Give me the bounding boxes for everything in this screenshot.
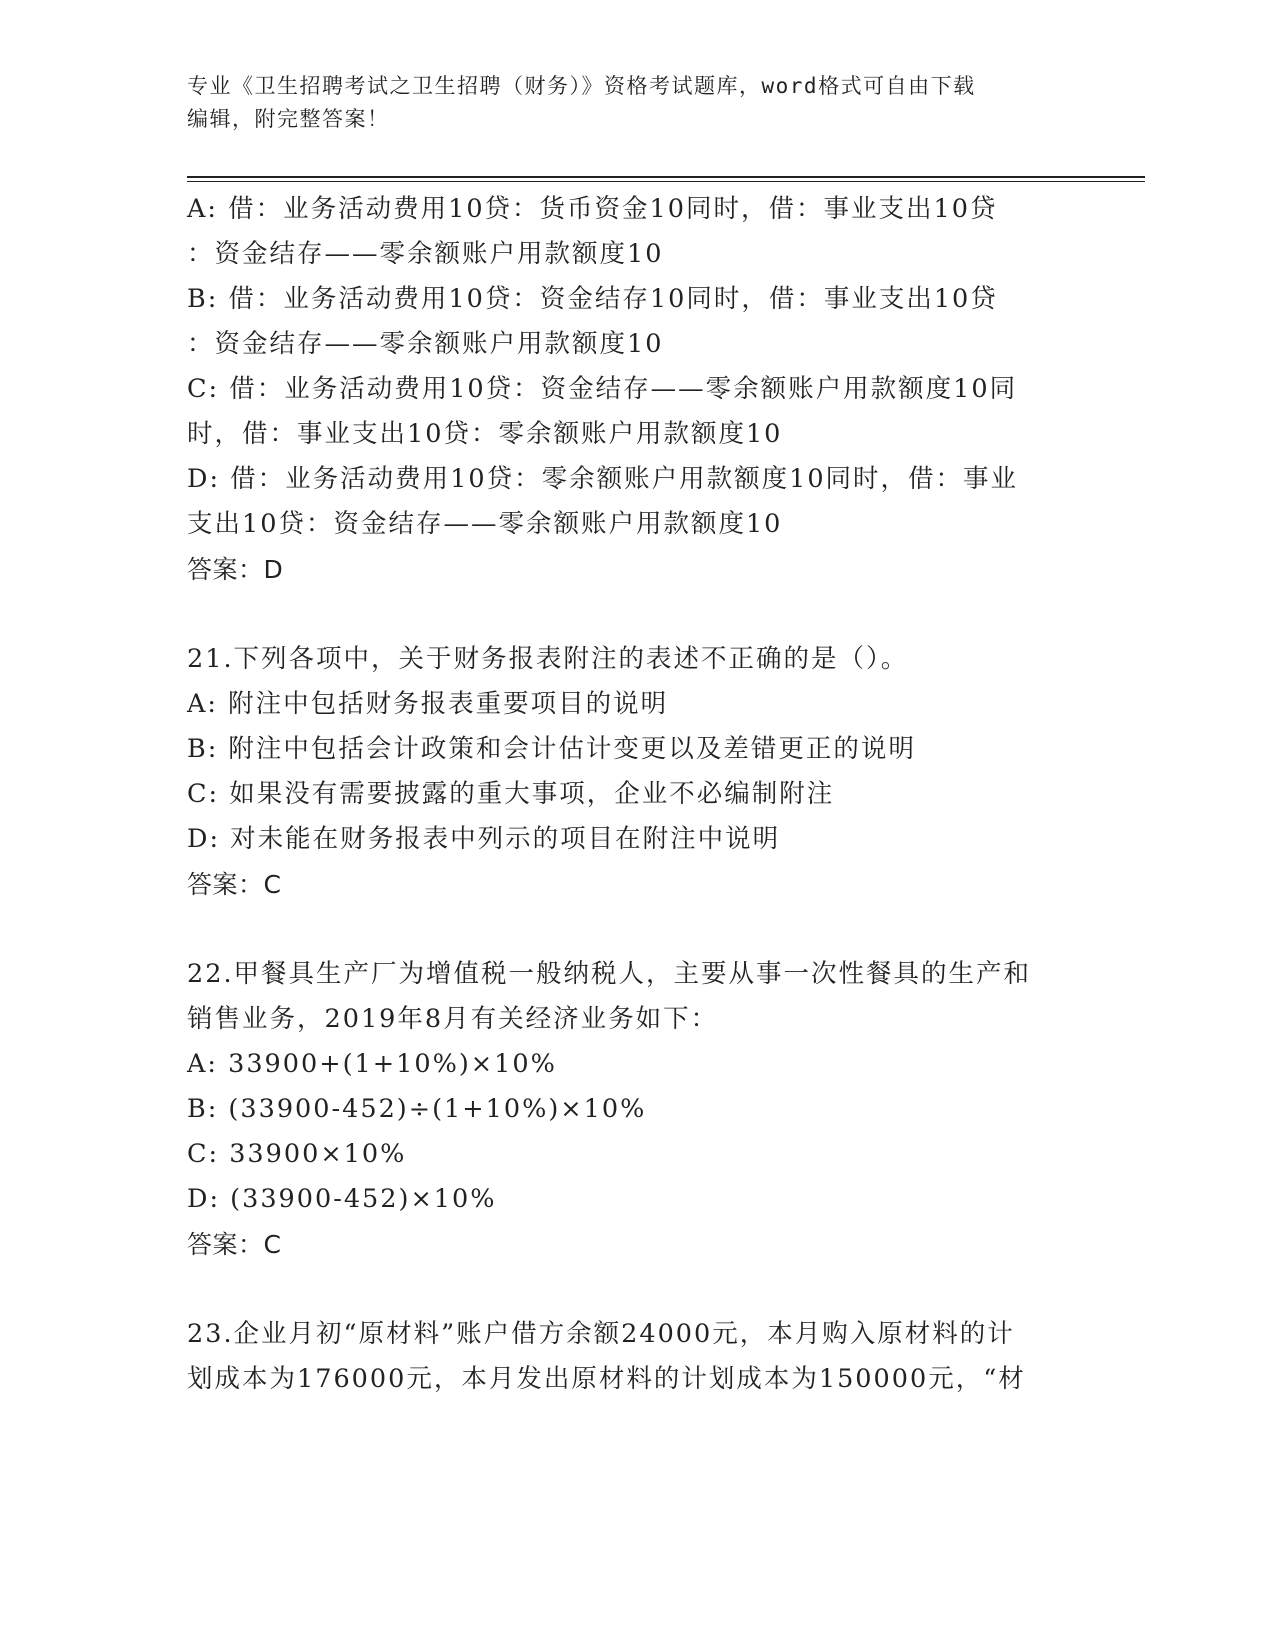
question-content [187,187,1087,1402]
q21-option-d: D: 对未能在财务报表中列示的项目在附注中说明 [187,824,781,854]
q22-option-b: B: (33900-452)÷(1+10%)×10% [187,1094,647,1124]
q20-option-a-line-2: ：资金结存——零余额账户用款额度10 [187,239,664,269]
q21-option-b: B: 附注中包括会计政策和会计估计变更以及差错更正的说明 [187,734,916,764]
q20-option-b-line-2: ：资金结存——零余额账户用款额度10 [187,329,664,359]
q20-option-d-line-2: 支出10贷：资金结存——零余额账户用款额度10 [187,509,783,539]
spacer [187,592,1087,637]
q20-option-c-line-1: C: 借：业务活动费用10贷：资金结存——零余额账户用款额度10同 [187,374,1018,404]
question-23-block [187,1312,1087,1402]
question-21-block [187,637,1087,907]
document-header [187,70,1087,136]
q21-stem: 21.下列各项中，关于财务报表附注的表述不正确的是（）。 [187,644,909,674]
q20-option-b-line-1: B: 借：业务活动费用10贷：资金结存10同时，借：事业支出10贷 [187,284,998,314]
q22-answer: 答案：C [187,1230,282,1259]
spacer [187,1267,1087,1312]
q20-option-d-line-1: D: 借：业务活动费用10贷：零余额账户用款额度10同时，借：事业 [187,464,1019,494]
q21-answer: 答案：C [187,870,282,899]
q21-option-c: C: 如果没有需要披露的重大事项，企业不必编制附注 [187,779,835,809]
q21-option-a: A: 附注中包括财务报表重要项目的说明 [187,689,669,719]
question-20-block [187,187,1087,592]
q20-option-c-line-2: 时，借：事业支出10贷：零余额账户用款额度10 [187,419,783,449]
q22-option-d: D: (33900-452)×10% [187,1184,497,1214]
spacer [187,907,1087,952]
q20-answer: 答案：D [187,555,284,584]
q22-option-a: A: 33900+(1+10%)×10% [187,1049,557,1079]
header-divider-thick [187,176,1145,178]
q22-option-c: C: 33900×10% [187,1139,407,1169]
header-divider-thin [187,181,1145,182]
q20-option-a-line-1: A: 借：业务活动费用10贷：货币资金10同时，借：事业支出10贷 [187,194,998,224]
header-line-1: 专业《卫生招聘考试之卫生招聘（财务）》资格考试题库，word格式可自由下载 [187,74,976,98]
question-22-block [187,952,1087,1267]
header-line-2: 编辑，附完整答案！ [187,107,390,131]
q23-stem-line-1: 23.企业月初“原材料”账户借方余额24000元，本月购入原材料的计 [187,1319,1015,1349]
q22-stem-line-2: 销售业务，2019年8月有关经济业务如下： [187,1004,719,1034]
q22-stem-line-1: 22.甲餐具生产厂为增值税一般纳税人，主要从事一次性餐具的生产和 [187,959,1032,989]
q23-stem-line-2: 划成本为176000元，本月发出原材料的计划成本为150000元，“材 [187,1364,1026,1394]
